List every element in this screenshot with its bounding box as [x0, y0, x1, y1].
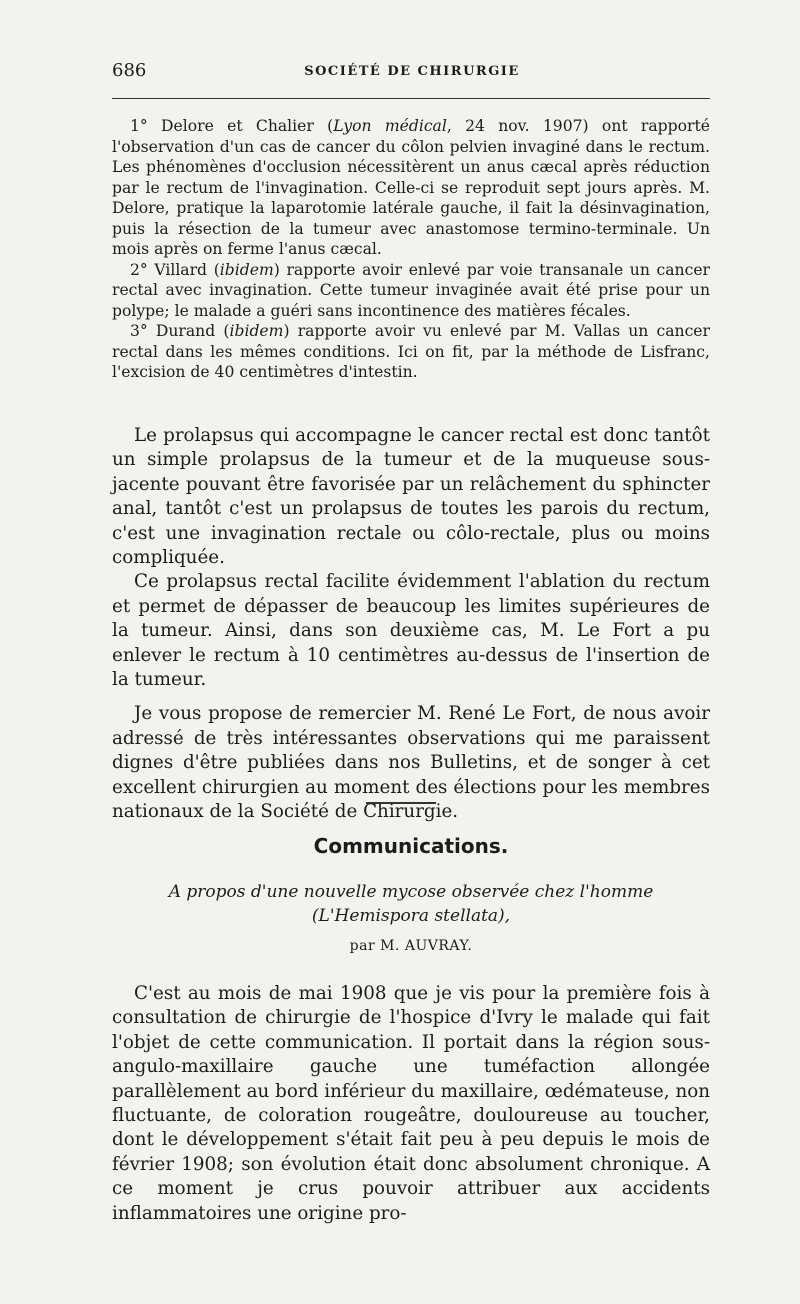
- section-heading: Communications.: [313, 834, 509, 858]
- case-item: 3° Durand (ibidem) rapporte avoir vu enlevé par M. Vallas un cancer rectal dans les mêmes conditions. Ici on fit, par la méthode de Lisfranc, l'excision de 40 centimètres d'intestin.: [112, 322, 710, 381]
- case-list: [112, 116, 710, 383]
- body-paragraph: Le prolapsus qui accompagne le cancer rectal est donc tantôt un simple prolapsus de la tumeur et de la muqueuse sous-jacente pouvant être favorisée par un relâchement du sphincter anal, tantôt c'est un prolapsus de toutes les parois du rectum, c'est une invagination rectale ou côlo-rectale, plus ou moins compliquée.: [112, 425, 710, 569]
- body-paragraph: C'est au mois de mai 1908 que je vis pour la première fois à consultation de chirurgie de l'hospice d'Ivry le malade qui fait l'objet de cette communication. Il portait dans la région sous-angulo-maxillaire gauche une tuméfaction allongée parallèlement au bord inférieur du maxillaire, œdémateuse, non fluctuante, de coloration rougeâtre, douloureuse au toucher, dont le développement s'était fait peu à peu depuis le mois de février 1908; son évolution était donc absolument chronique. A ce moment je crus pouvoir attribuer aux accidents inflammatoires une origine pro-: [112, 983, 710, 1224]
- case-item: 2° Villard (ibidem) rapporte avoir enlevé par voie transanale un cancer rectal avec invagination. Cette tumeur invaginée avait été prise pour un polype; le malade a guéri sans incontinence des matières fécales.: [112, 260, 710, 320]
- page-number: 686: [112, 60, 147, 81]
- header-rule: [112, 98, 710, 99]
- body-paragraph: Ce prolapsus rectal facilite évidemment l'ablation du rectum et permet de dépasser de beaucoup les limites supérieures de la tumeur. Ainsi, dans son deuxième cas, M. Le Fort a pu enlever le rectum à 10 centimètres au-dessus de l'insertion de la tumeur.: [112, 571, 710, 691]
- running-head: SOCIÉTÉ DE CHIRURGIE: [304, 64, 520, 79]
- page-header: [112, 60, 712, 86]
- article-title-line: A propos d'une nouvelle mycose observée chez l'homme: [168, 882, 654, 902]
- article-title: [112, 880, 710, 928]
- author-byline: par M. AUVRAY.: [349, 938, 473, 954]
- body-paragraph: Je vous propose de remercier M. René Le Fort, de nous avoir adressé de très intéressantes observations qui me paraissent dignes d'être publiées dans nos Bulletins, et de songer à cet excellent chirurgien au moment des élections pour les membres nationaux de la Société de Chirurgie.: [112, 703, 710, 823]
- section-divider: [366, 802, 436, 804]
- case-item: 1° Delore et Chalier (Lyon médical, 24 nov. 1907) ont rapporté l'observation d'un cas de cancer du côlon pelvien invaginé dans le rectum. Les phénomènes d'occlusion nécessitèrent un anus cæcal après réduction par le rectum de l'invagination. Celle-ci se reproduit sept jours après. M. Delore, pratique la laparotomie latérale gauche, il fait la désinvagination, puis la résection de la tumeur avec anastomose termino-terminale. Un mois après on ferme l'anus cæcal.: [112, 117, 710, 258]
- report-body: [112, 424, 710, 825]
- article-body: [112, 982, 710, 1226]
- article-title-line: (L'Hemispora stellata),: [311, 906, 511, 926]
